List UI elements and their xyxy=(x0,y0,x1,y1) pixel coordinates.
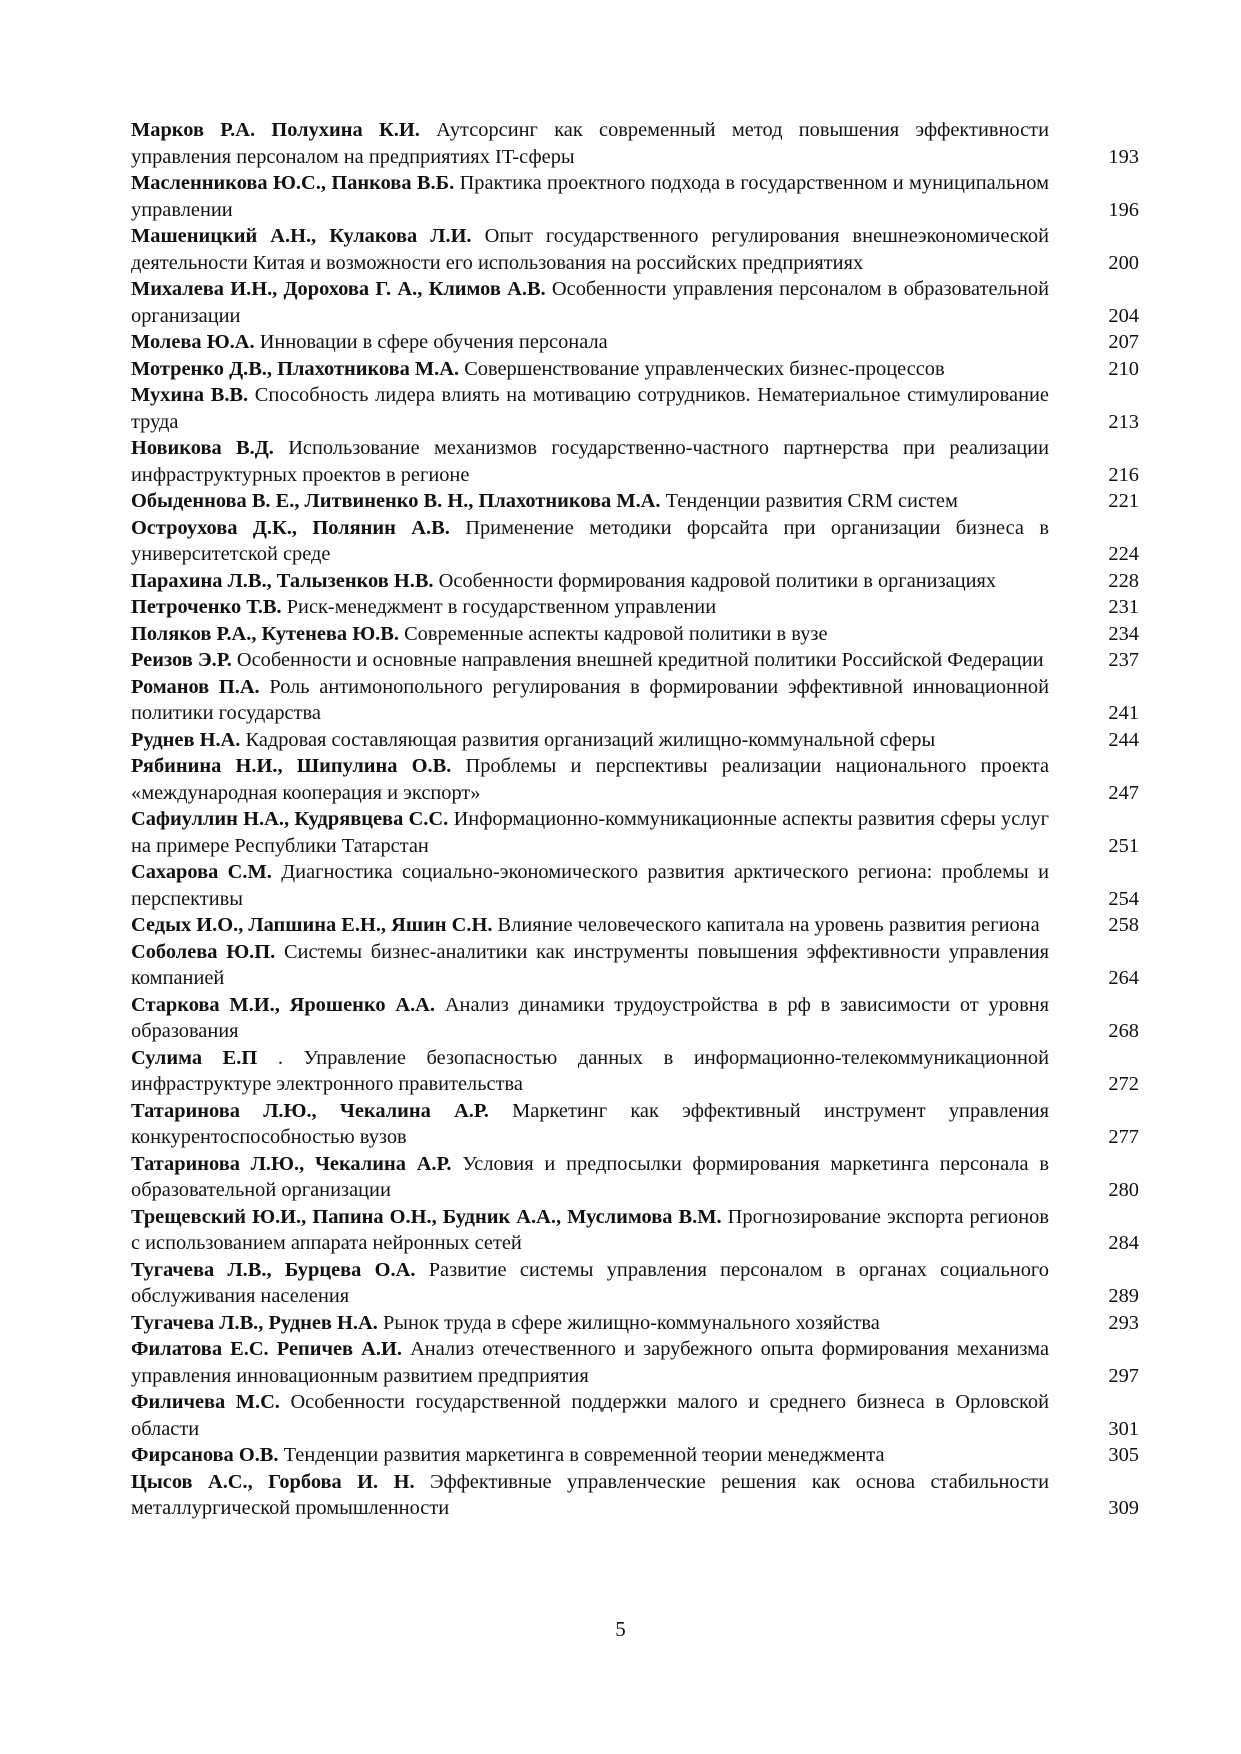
toc-entry-authors: Фирсанова О.В. xyxy=(131,1444,279,1466)
toc-entry-text xyxy=(131,1442,1049,1469)
toc-entry-authors: Трещевский Ю.И., Папина О.Н., Будник А.А., Муслимова В.М. xyxy=(131,1205,722,1228)
toc-entry-authors: Старкова М.И., Ярошенко А.А. xyxy=(131,993,436,1016)
toc-entry-title: Эффективные управленческие решения как основа стабильности металлургической промышленности xyxy=(131,1470,1049,1519)
toc-entry xyxy=(131,276,1139,329)
toc-entry-title: Развитие системы управления персоналом в органах социального обслуживания населения xyxy=(131,1258,1049,1307)
toc-entry-title: Анализ динамики трудоустройства в рф в зависимости от уровня образования xyxy=(131,993,1050,1042)
toc-entry xyxy=(131,912,1139,939)
toc-entry-title: Прогнозирование экспорта регионов с использованием аппарата нейронных сетей xyxy=(131,1205,1049,1254)
toc-entry xyxy=(131,170,1139,223)
toc-entry-title: Диагностика социально-экономического развития арктического региона: проблемы и перспективы xyxy=(131,861,1049,910)
toc-entry-page: 309 xyxy=(1108,1497,1139,1519)
toc-entry-text xyxy=(131,621,1049,648)
toc-entry xyxy=(131,1257,1139,1310)
toc-entry-text xyxy=(131,1204,1049,1257)
toc-entry-title: Особенности и основные направления внешней кредитной политики Российской Федерации xyxy=(236,649,1044,671)
toc-entry-text xyxy=(131,727,1049,754)
toc-entry-text xyxy=(131,356,1049,383)
toc-entry xyxy=(131,568,1139,595)
toc-entry-authors: Сахарова С.М. xyxy=(131,861,272,883)
toc-entry-page: 221 xyxy=(1108,490,1139,512)
toc-entry-title: Рынок труда в сфере жилищно-коммунального хозяйства xyxy=(382,1311,880,1334)
toc-entry-text xyxy=(131,117,1049,170)
toc-entry-text xyxy=(131,329,1049,356)
toc-entry-authors: Сафиуллин Н.А., Кудрявцева С.С. xyxy=(131,808,449,830)
toc-entry-authors: Машеницкий А.Н., Кулакова Л.И. xyxy=(131,225,472,247)
toc-entry xyxy=(131,382,1139,435)
toc-entry-text xyxy=(131,594,1049,621)
toc-entry-text xyxy=(131,912,1049,939)
toc-entry-title: Практика проектного подхода в государственном и муниципальном управлении xyxy=(131,172,1050,221)
toc-entry-authors: Масленникова Ю.С., Панкова В.Б. xyxy=(131,172,455,194)
toc-entry-page: 193 xyxy=(1108,145,1139,168)
toc-entry-authors: Руднев Н.А. xyxy=(131,728,241,751)
toc-entry xyxy=(131,1310,1139,1337)
toc-entry-title: Особенности формирования кадровой политики в организациях xyxy=(438,569,997,592)
toc-entry-page: 210 xyxy=(1108,357,1139,380)
toc-entry-title: Аутсорсинг как современный метод повышения эффективности управления персоналом на предприятиях IT-сферы xyxy=(131,119,1049,168)
toc-entry-page: 237 xyxy=(1108,649,1139,671)
page-number: 5 xyxy=(615,1617,626,1641)
toc-entry-title: Использование механизмов государственно-частного партнерства при реализации инфраструктурных проектов в регионе xyxy=(131,437,1049,486)
toc-entry-authors: Седых И.О., Лапшина Е.Н., Яшин С.Н. xyxy=(131,914,493,936)
toc-entry-text xyxy=(131,568,1049,595)
toc-entry xyxy=(131,674,1139,727)
toc-entry xyxy=(131,356,1139,383)
toc-entry xyxy=(131,329,1139,356)
toc-entry-text xyxy=(131,753,1049,806)
toc-entry-text xyxy=(131,276,1049,329)
toc-entry-page: 213 xyxy=(1108,410,1139,433)
toc-entry-authors: Тугачева Л.В., Бурцева О.А. xyxy=(131,1258,416,1281)
toc-entry-title: . Управление безопасностью данных в информационно-телекоммуникационной инфраструктуре электронного правительства xyxy=(131,1046,1049,1095)
toc-entry-text xyxy=(131,1045,1049,1098)
toc-entry-authors: Молева Ю.А. xyxy=(131,331,255,353)
toc-entry xyxy=(131,621,1139,648)
toc-entry-page: 228 xyxy=(1108,569,1139,592)
toc-entry xyxy=(131,647,1139,674)
toc-entry-page: 234 xyxy=(1108,622,1139,645)
toc-entry-authors: Михалева И.Н., Дорохова Г. А., Климов А.В. xyxy=(131,278,546,300)
toc-entry-authors: Мотренко Д.В., Плахотникова М.А. xyxy=(131,357,460,380)
toc-entry xyxy=(131,435,1139,488)
toc-entry-authors: Татаринова Л.Ю., Чекалина А.Р. xyxy=(131,1099,489,1122)
toc-entry-page: 264 xyxy=(1108,967,1139,989)
toc-entry-text xyxy=(131,1257,1049,1310)
toc-entry-title: Способность лидера влиять на мотивацию сотрудников. Нематериальное стимулирование труда xyxy=(131,384,1049,433)
toc-entry xyxy=(131,727,1139,754)
toc-entry-page: 244 xyxy=(1108,728,1139,751)
toc-entry-page: 224 xyxy=(1108,543,1139,565)
toc-entry-title: Применение методики форсайта при организации бизнеса в университетской среде xyxy=(131,516,1049,565)
toc-entry-title: Проблемы и перспективы реализации национального проекта «международная кооперация и экспорт» xyxy=(131,755,1049,804)
toc-entry xyxy=(131,753,1139,806)
toc-entry-text xyxy=(131,223,1049,276)
toc-entry xyxy=(131,117,1139,170)
toc-entry-title: Информационно-коммуникационные аспекты развития сферы услуг на примере Республики Татарстан xyxy=(131,808,1049,857)
toc-entry-title: Системы бизнес-аналитики как инструменты повышения эффективности управления компанией xyxy=(131,940,1049,989)
toc-entry-authors: Цысов А.С., Горбова И. Н. xyxy=(131,1470,415,1493)
toc-entry-text xyxy=(131,1310,1049,1337)
toc-entry xyxy=(131,515,1139,568)
toc-entry-page: 231 xyxy=(1108,596,1139,618)
toc-entry-authors: Обыденнова В. Е., Литвиненко В. Н., Плахотникова М.А. xyxy=(131,490,661,512)
toc-entry-text xyxy=(131,170,1049,223)
toc-entry xyxy=(131,1469,1139,1522)
toc-entry-page: 258 xyxy=(1108,914,1139,936)
toc-entry-page: 272 xyxy=(1108,1073,1139,1095)
toc-entry-page: 241 xyxy=(1108,702,1139,724)
toc-entry-page: 293 xyxy=(1108,1311,1139,1334)
toc-entry-page: 305 xyxy=(1108,1444,1139,1466)
toc-entry-page: 196 xyxy=(1108,198,1139,221)
toc-entry-title: Кадровая составляющая развития организаций жилищно-коммунальной сферы xyxy=(245,728,936,751)
toc-entry-text xyxy=(131,806,1049,859)
toc-entry-title: Роль антимонопольного регулирования в формировании эффективной инновационной политики государства xyxy=(131,675,1049,724)
toc-entry-page: 268 xyxy=(1108,1020,1139,1042)
toc-entry-page: 247 xyxy=(1108,781,1139,804)
toc-entry-authors: Поляков Р.А., Кутенева Ю.В. xyxy=(131,622,399,645)
toc-entry xyxy=(131,488,1139,515)
toc-entry-title: Опыт государственного регулирования внешнеэкономической деятельности Китая и возможности его использования на российских предприятиях xyxy=(131,225,1049,274)
toc-entry-authors: Филичева М.С. xyxy=(131,1391,280,1413)
toc-entry-authors: Реизов Э.Р. xyxy=(131,649,232,671)
toc-entry-authors: Сулима Е.П xyxy=(131,1046,258,1069)
toc-entry-authors: Романов П.А. xyxy=(131,675,260,698)
toc-entry-page: 204 xyxy=(1108,304,1139,327)
toc-entry-text xyxy=(131,939,1049,992)
table-of-contents xyxy=(131,117,1139,1522)
toc-entry-authors: Соболева Ю.П. xyxy=(131,940,276,963)
toc-entry-title: Риск-менеджмент в государственном управлении xyxy=(286,596,717,618)
toc-entry-text xyxy=(131,674,1049,727)
toc-entry-text xyxy=(131,1389,1049,1442)
toc-entry-authors: Марков Р.А. Полухина К.И. xyxy=(131,119,420,141)
toc-entry-text xyxy=(131,1151,1049,1204)
toc-entry-title: Анализ отечественного и зарубежного опыта формирования механизма управления инновационным развитием предприятия xyxy=(131,1338,1050,1387)
toc-entry xyxy=(131,1045,1139,1098)
toc-entry-page: 289 xyxy=(1108,1285,1139,1307)
toc-entry xyxy=(131,992,1139,1045)
toc-entry-authors: Новикова В.Д. xyxy=(131,437,274,459)
toc-entry xyxy=(131,1389,1139,1442)
toc-entry-authors: Парахина Л.В., Талызенков Н.В. xyxy=(131,569,434,592)
toc-entry-page: 277 xyxy=(1108,1126,1139,1148)
toc-entry-text xyxy=(131,992,1049,1045)
toc-entry-title: Инновации в сфере обучения персонала xyxy=(259,331,608,353)
toc-entry-title: Влияние человеческого капитала на уровень развития региона xyxy=(497,914,1040,936)
toc-entry xyxy=(131,806,1139,859)
toc-entry xyxy=(131,1442,1139,1469)
toc-entry-page: 207 xyxy=(1108,331,1139,353)
toc-entry-page: 297 xyxy=(1108,1364,1139,1387)
toc-entry-title: Современные аспекты кадровой политики в вузе xyxy=(404,622,828,645)
toc-entry xyxy=(131,1336,1139,1389)
toc-entry-text xyxy=(131,382,1049,435)
toc-entry-text xyxy=(131,435,1049,488)
toc-entry xyxy=(131,939,1139,992)
toc-entry-authors: Тугачева Л.В., Руднев Н.А. xyxy=(131,1311,378,1334)
toc-entry-authors: Филатова Е.С. Репичев А.И. xyxy=(131,1338,402,1360)
toc-entry-text xyxy=(131,859,1049,912)
toc-entry-authors: Мухина В.В. xyxy=(131,384,249,406)
toc-entry xyxy=(131,1151,1139,1204)
toc-entry xyxy=(131,223,1139,276)
toc-entry-authors: Татаринова Л.Ю., Чекалина А.Р. xyxy=(131,1152,452,1175)
toc-entry-text xyxy=(131,515,1049,568)
toc-entry-page: 280 xyxy=(1108,1179,1139,1201)
toc-entry-page: 251 xyxy=(1108,834,1139,857)
toc-entry-page: 216 xyxy=(1108,463,1139,486)
toc-entry-authors: Петроченко Т.В. xyxy=(131,596,282,618)
toc-entry-title: Особенности государственной поддержки малого и среднего бизнеса в Орловской области xyxy=(131,1391,1049,1440)
toc-entry-page: 254 xyxy=(1108,887,1139,910)
toc-entry-authors: Остроухова Д.К., Полянин А.В. xyxy=(131,516,450,539)
toc-entry-text xyxy=(131,1469,1049,1522)
toc-entry-title: Тенденции развития CRM систем xyxy=(665,490,958,512)
toc-entry-title: Маркетинг как эффективный инструмент управления конкурентоспособностью вузов xyxy=(131,1099,1049,1148)
toc-entry xyxy=(131,1098,1139,1151)
toc-entry-text xyxy=(131,1098,1049,1151)
toc-entry-page: 301 xyxy=(1108,1417,1139,1440)
toc-entry xyxy=(131,594,1139,621)
toc-entry-title: Совершенствование управленческих бизнес-процессов xyxy=(464,357,945,380)
toc-entry-page: 200 xyxy=(1108,251,1139,274)
toc-entry-text xyxy=(131,488,1049,515)
toc-entry-text xyxy=(131,1336,1049,1389)
toc-entry-text xyxy=(131,647,1049,674)
toc-entry-title: Особенности управления персоналом в образовательной организации xyxy=(131,278,1049,327)
toc-entry-authors: Рябинина Н.И., Шипулина О.В. xyxy=(131,755,452,777)
toc-entry-page: 284 xyxy=(1108,1232,1139,1254)
toc-entry xyxy=(131,1204,1139,1257)
toc-entry xyxy=(131,859,1139,912)
toc-entry-title: Условия и предпосылки формирования маркетинга персонала в образовательной организации xyxy=(131,1152,1049,1201)
toc-entry-title: Тенденции развития маркетинга в современной теории менеджмента xyxy=(283,1444,885,1466)
